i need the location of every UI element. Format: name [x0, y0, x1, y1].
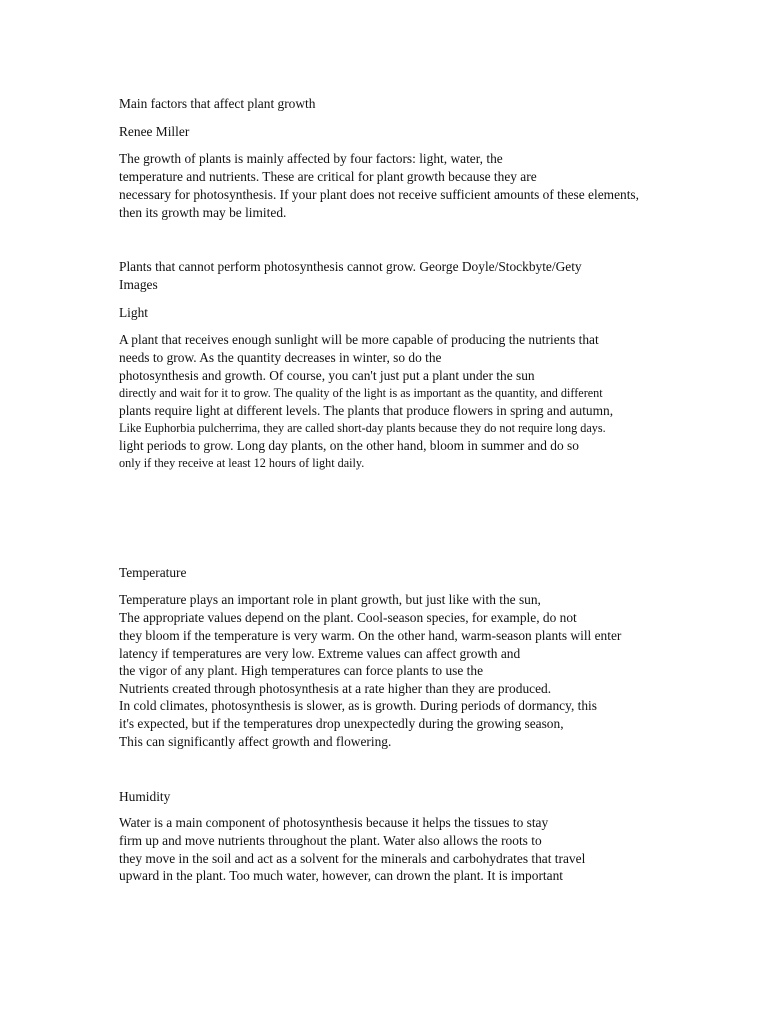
temperature-line: they bloom if the temperature is very warm. On the other hand, warm-season plants will enter	[119, 628, 622, 643]
temperature-line: This can significantly affect growth and flowering.	[119, 734, 392, 749]
temperature-line: latency if temperatures are very low. Extreme values can affect growth and	[119, 646, 521, 661]
document-author: Renee Miller	[119, 124, 190, 139]
light-line: only if they receive at least 12 hours of light daily.	[119, 456, 365, 470]
humidity-line: firm up and move nutrients throughout the plant. Water also allows the roots to	[119, 833, 542, 848]
light-line: plants require light at different levels. The plants that produce flowers in spring and autumn,	[119, 403, 614, 418]
section-heading-humidity: Humidity	[119, 789, 171, 804]
light-line: Like Euphorbia pulcherrima, they are called short-day plants because they do not require long days.	[119, 421, 606, 435]
light-line: light periods to grow. Long day plants, on the other hand, bloom in summer and do so	[119, 438, 579, 453]
intro-line: then its growth may be limited.	[119, 205, 287, 220]
intro-line: temperature and nutrients. These are critical for plant growth because they are	[119, 169, 537, 184]
temperature-line: Nutrients created through photosynthesis at a rate higher than they are produced.	[119, 681, 552, 696]
temperature-line: the vigor of any plant. High temperatures can force plants to use the	[119, 663, 484, 678]
intro-line: The growth of plants is mainly affected by four factors: light, water, the	[119, 151, 503, 166]
humidity-line: they move in the soil and act as a solvent for the minerals and carbohydrates that travel	[119, 851, 586, 866]
temperature-line: In cold climates, photosynthesis is slower, as is growth. During periods of dormancy, this	[119, 698, 597, 713]
humidity-line: Water is a main component of photosynthesis because it helps the tissues to stay	[119, 815, 549, 830]
light-line: A plant that receives enough sunlight will be more capable of producing the nutrients that	[119, 332, 599, 347]
section-heading-temperature: Temperature	[119, 565, 187, 580]
section-heading-light: Light	[119, 305, 149, 320]
intro-line: necessary for photosynthesis. If your plant does not receive sufficient amounts of these elements,	[119, 187, 639, 202]
document-title: Main factors that affect plant growth	[119, 96, 316, 111]
light-line: needs to grow. As the quantity decreases in winter, so do the	[119, 350, 442, 365]
caption-line: Images	[119, 277, 158, 292]
caption-line: Plants that cannot perform photosynthesis cannot grow. George Doyle/Stockbyte/Gety	[119, 259, 582, 274]
temperature-line: The appropriate values depend on the plant. Cool-season species, for example, do not	[119, 610, 577, 625]
temperature-line: Temperature plays an important role in plant growth, but just like with the sun,	[119, 592, 541, 607]
light-line: directly and wait for it to grow. The quality of the light is as important as the quantity, and different	[119, 386, 603, 400]
light-line: photosynthesis and growth. Of course, you can't just put a plant under the sun	[119, 368, 535, 383]
temperature-line: it's expected, but if the temperatures drop unexpectedly during the growing season,	[119, 716, 564, 731]
humidity-line: upward in the plant. Too much water, however, can drown the plant. It is important	[119, 868, 563, 883]
